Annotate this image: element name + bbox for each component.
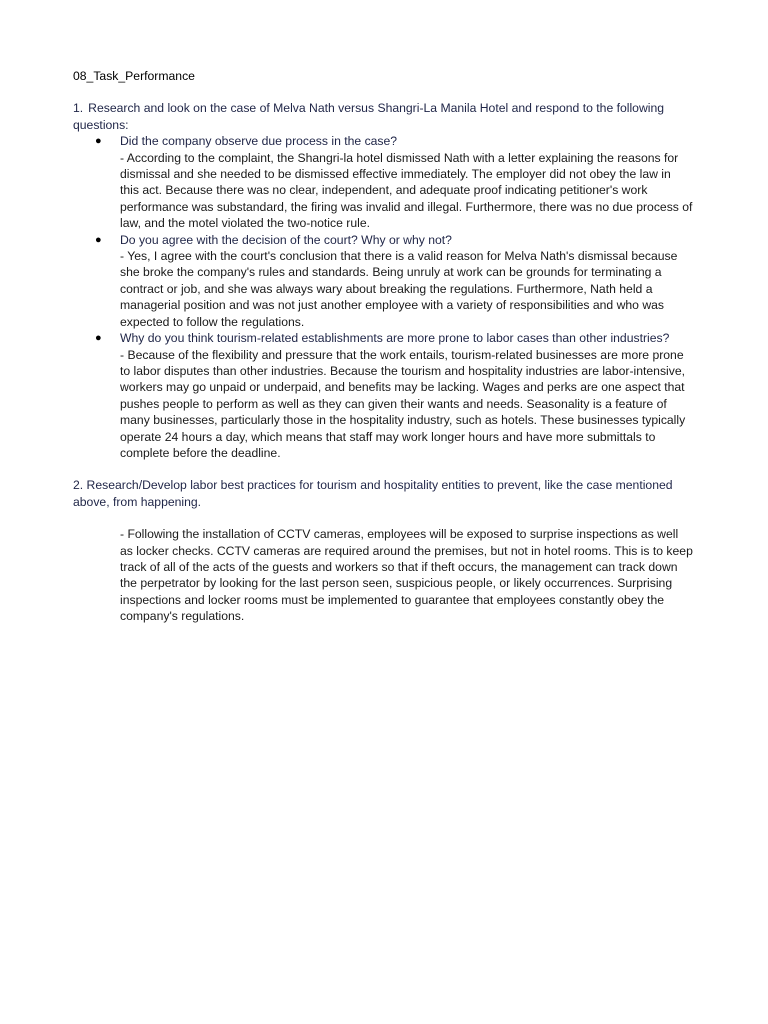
sub-answer: - According to the complaint, the Shangri-la hotel dismissed Nath with a letter explaining the reasons for dismissal and she needed to be dismissed effective immediately. The employer did not obey the law in this act. Because there was no clear, independent, and adequate proof indicating petitioner's work performance was substandard, the firing was invalid and illegal. Furthermore, there was no due process of law, and the motel violated the two-notice rule. (120, 150, 693, 231)
list-item (95, 330, 693, 461)
sub-question: Do you agree with the decision of the court? Why or why not? (120, 232, 452, 247)
sub-answer: - Yes, I agree with the court's conclusion that there is a valid reason for Melva Nath's dismissal because she broke the company's rules and standards. Being unruly at work can be grounds for terminating a contract or job, and she was always wary about breaking the regulations. Furthermore, Nath held a managerial position and was not just another employee with a variety of responsibilities and who was expected to follow the regulations. (120, 249, 678, 329)
bullet-icon: ● (95, 332, 102, 345)
bullet-icon: ● (95, 135, 102, 148)
question-1-text: Research and look on the case of Melva Nath versus Shangri-La Manila Hotel and respond to the following questions: (73, 101, 665, 132)
sub-question: Why do you think tourism-related establishments are more prone to labor cases than other industries? (120, 331, 670, 346)
list-item (95, 232, 693, 330)
document-body (73, 68, 693, 625)
document-title: 08_Task_Performance (73, 69, 195, 83)
question-1-prompt (73, 100, 693, 133)
question-2-prompt: 2. Research/Develop labor best practices for tourism and hospitality entities to prevent, like the case mentioned above, from happening. (73, 478, 673, 509)
question-1-list (73, 133, 693, 461)
bullet-icon: ● (95, 233, 102, 246)
sub-answer: - Because of the flexibility and pressure that the work entails, tourism-related businesses are more prone to labor disputes than other industries. Because the tourism and hospitality industries are labor-intensive, workers may go unpaid or underpaid, and benefits may be lacking. Wages and perks are one aspect that pushes people to perform as well as they can given their wants and needs. Seasonality is a feature of many businesses, particularly those in the hospitality industry, such as hotels. These businesses typically operate 24 hours a day, which means that staff may work longer hours and have more submittals to complete before the deadline. (120, 347, 686, 460)
question-1-number: 1. (73, 101, 84, 116)
question-2-answer: - Following the installation of CCTV cameras, employees will be exposed to surprise inspections as well as locker checks. CCTV cameras are required around the premises, but not in hotel rooms. This is to keep track of all of the acts of the guests and workers so that if theft occurs, the management can track down the perpetrator by looking for the last person seen, suspicious people, or likely occurrences. Surprising inspections and locker rooms must be implemented to guarantee that employees constantly obey the company's regulations. (120, 527, 693, 624)
sub-question: Did the company observe due process in the case? (120, 134, 398, 149)
list-item (95, 133, 693, 231)
